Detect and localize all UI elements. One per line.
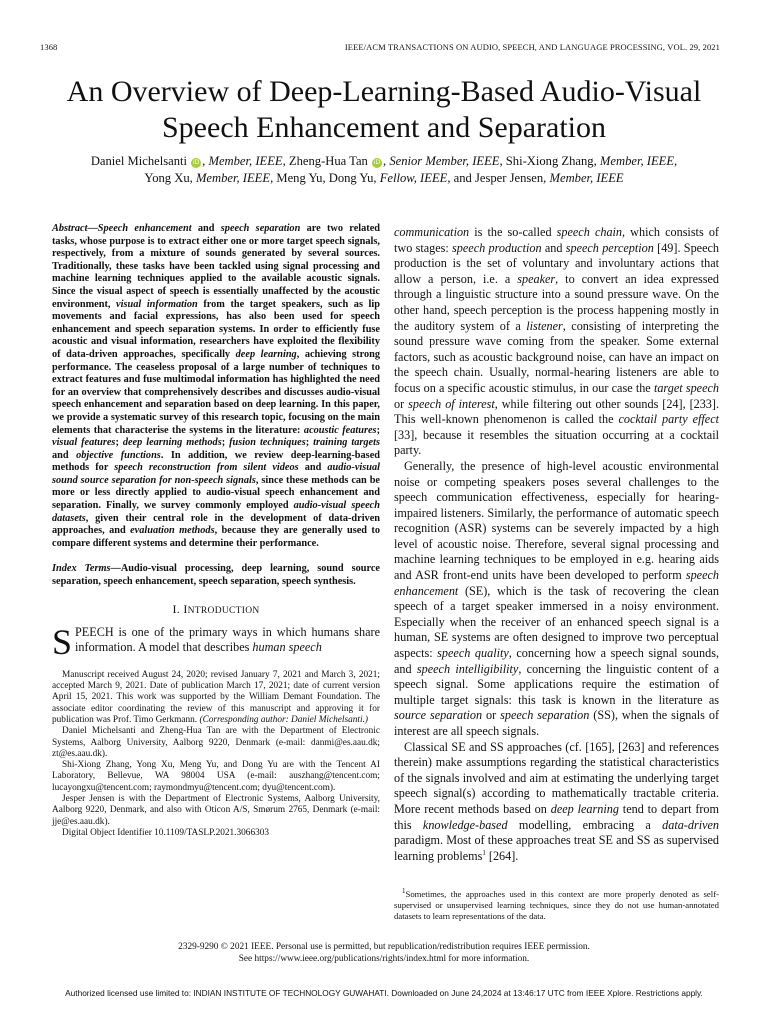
- author-list: Daniel Michelsanti iD , Member, IEEE, Zheng-Hua Tan iD , Senior Member, IEEE, Shi-Xiong Zhang, Member, IEEE, Yong Xu, Member, IEEE, Meng Yu, Dong Yu, Fellow, IEEE, and Jesper Jensen, Member, IEEE: [90, 154, 678, 185]
- abstract-term: deep learning methods: [122, 437, 222, 449]
- abstract-term: evaluation methods: [130, 525, 215, 537]
- abstract: [52, 223, 380, 550]
- emphasis: speech perception: [565, 240, 654, 255]
- abstract-text: ;: [115, 437, 123, 449]
- intro-paragraph: [52, 621, 380, 662]
- abstract-lead: Abstract: [52, 223, 88, 234]
- emphasis: speech separation: [500, 708, 590, 723]
- index-terms: [52, 563, 380, 588]
- abstract-term: acoustic features: [303, 424, 377, 436]
- body-text: , while filtering out other sounds [24], [233]. This well-known phenomenon is called the: [394, 396, 720, 427]
- drop-cap: S: [52, 621, 73, 662]
- abstract-term: speech separation: [220, 223, 301, 234]
- license-banner: Authorized licensed use limited to: INDIAN INSTITUTE OF TECHNOLOGY GUWAHATI. Downloaded on June 24,2024 at 13:46:17 UTC from IEEE Xplore. Restrictions apply.: [65, 988, 703, 998]
- author-name: and Jesper Jensen,: [453, 171, 547, 185]
- footnote-1: [394, 889, 719, 922]
- body-text: paradigm. Most of these approaches treat SE and SS as supervised learning problems: [394, 833, 719, 863]
- body-text: , concerning how a speech signal sounds, and: [394, 646, 719, 676]
- author-name: Meng Yu, Dong Yu,: [276, 171, 377, 185]
- author-role: Member, IEEE,: [195, 171, 274, 185]
- abstract-term: training targets: [313, 437, 380, 449]
- abstract-text: ;: [305, 437, 314, 449]
- rights-line: See https://www.ieee.org/publications/rights/index.html for more information.: [238, 953, 530, 964]
- body-text: or: [394, 396, 409, 411]
- abstract-text: , because they are generally used to compare different systems and determine their performance.: [52, 525, 380, 549]
- intro-emphasis: human speech: [252, 640, 322, 655]
- abstract-text: and: [52, 449, 77, 461]
- abstract-text: and: [298, 462, 328, 474]
- body-paragraph: [394, 459, 719, 740]
- copyright-notice: [40, 942, 728, 965]
- affiliation-note: Daniel Michelsanti and Zheng-Hua Tan are with the Department of Electronic Systems, Aalborg University, Aalborg 9220, Denmark (e-mail: danmi@es.aau.dk; zt@es.aau.dk).: [52, 726, 380, 759]
- abstract-text: from the target speakers, such as lip movements and facial expressions, has also been used for speech enhancement and speech separation systems. In order to efficiently fuse acoustic and visual information, researchers have exploited the flexibility of data-driven approaches, specifically: [52, 298, 380, 360]
- abstract-term: Speech enhancement: [97, 223, 192, 234]
- body-text: , concerning the linguistic content of a speech signal. Some applications require the estimation of multiple target signals: this task is known in the literature as: [394, 661, 719, 707]
- author-name: Zheng-Hua Tan: [288, 154, 368, 168]
- emphasis: speech quality: [437, 646, 509, 661]
- abstract-text: are two related tasks, whose purpose is to extract either one or more target speech signals, respectively, from a mixture of sounds generated by several sources. Traditionally, these tasks have been tackled using signal processing and machine learning techniques applied to the available acoustic signals. Since the visual aspect of speech is essentially unaffected by the acoustic environment,: [52, 223, 380, 310]
- abstract-text: ;: [376, 424, 380, 436]
- emphasis: speech of interest: [408, 396, 495, 411]
- title-line-2: Speech Enhancement and Separation: [162, 111, 606, 144]
- body-text: [49]. Speech production is the set of voluntary and involuntary actions that allow a person, i.e. a: [394, 240, 719, 286]
- body-text: is the so-called: [469, 225, 557, 239]
- affiliation-note: Shi-Xiong Zhang, Yong Xu, Meng Yu, and Dong Yu are with the Tencent AI Laboratory, Bellevue, WA 98004 USA (e-mail: auszhang@tencent.com; lucayongxu@tencent.com; raymondmyu@tencent.com; dyu@tencent.com).: [52, 760, 380, 793]
- doi-note: Digital Object Identifier 10.1109/TASLP.2021.3066303: [62, 827, 270, 838]
- body-text: [33], because it resembles the situation occurring at a cocktail party.: [394, 427, 719, 458]
- emphasis: knowledge-based: [422, 817, 508, 832]
- emphasis: speech chain: [556, 225, 623, 239]
- orcid-icon[interactable]: iD: [193, 159, 200, 166]
- author-name: Daniel Michelsanti: [90, 154, 187, 168]
- emphasis: speech production: [452, 240, 542, 255]
- manuscript-note: [52, 670, 380, 726]
- abstract-text: , achieving strong performance. The ceaseless proposal of a large number of techniques to extract features and fuse multimodal information has highlighted the need for an overview that comprehensively describes and discusses audio-visual speech enhancement and separation based on deep learning. In this paper, we provide a systematic survey of this research topic, focusing on the main elements that characterise the systems in the literature:: [52, 348, 380, 436]
- journal-header: IEEE/ACM TRANSACTIONS ON AUDIO, SPEECH, AND LANGUAGE PROCESSING, VOL. 29, 2021: [344, 42, 720, 52]
- section-title-cap: I: [183, 601, 188, 616]
- corresponding-author: (Corresponding author: Daniel Michelsanti.): [199, 715, 369, 725]
- body-paragraph: [394, 225, 719, 459]
- manuscript-note-text: Manuscript received August 24, 2020; revised January 7, 2021 and March 3, 2021; accepted March 9, 2021. Date of publication March 17, 2021; date of current version April 15, 2021. This work was supported by the William Demant Foundation. The associate editor coordinating the review of this manuscript and approving it for publication was Prof. Timo Gerkmann.: [52, 669, 380, 725]
- intro-text: is one of the primary ways in which humans share information. A model that describes: [75, 624, 380, 655]
- emphasis: communication: [394, 225, 470, 239]
- abstract-text: . In addition, we review deep-learning-based methods for: [52, 449, 380, 474]
- body-text: modelling, embracing a: [507, 817, 663, 832]
- abstract-term: speech reconstruction from silent videos: [114, 462, 299, 474]
- author-name: Yong Xu,: [144, 171, 193, 185]
- emphasis: speech intelligibility: [416, 661, 519, 676]
- section-title: NTRODUCTION: [187, 605, 260, 616]
- emphasis: speaker: [517, 271, 556, 286]
- title-line-1: An Overview of Deep-Learning-Based Audio-Visual: [66, 75, 702, 108]
- footnote-ref: 1: [482, 848, 486, 857]
- abstract-term: visual information: [116, 298, 198, 310]
- emphasis: cocktail party effect: [618, 412, 720, 427]
- body-text: , which consists of two stages:: [394, 225, 719, 255]
- abstract-term: visual features: [52, 437, 116, 449]
- page-number: 1368: [40, 42, 58, 52]
- section-heading: [52, 602, 380, 617]
- author-role: Senior Member, IEEE: [389, 154, 500, 168]
- author-role: Member, IEEE: [208, 154, 283, 168]
- body-text: , to convert an idea expressed through a linguistic structure into a sound pressure wave. On the other hand, speech perception is the process happening mostly in the auditory system of a: [394, 271, 719, 333]
- affiliation-note: Jesper Jensen is with the Department of Electronic Systems, Aalborg University, Aalborg 9220, Denmark, and also with Oticon A/S, Smørum 2765, Denmark (e-mail: jje@es.aau.dk).: [52, 794, 380, 827]
- abstract-term: audio-visual sound source separation for non-speech signals: [52, 462, 381, 486]
- emphasis: listener: [526, 318, 563, 333]
- author-role: Member, IEEE,: [599, 154, 678, 168]
- paper-title: [40, 74, 728, 146]
- emphasis: source separation: [394, 708, 483, 723]
- emphasis: speech enhancement: [394, 568, 719, 598]
- abstract-text: ;: [221, 437, 230, 449]
- body-text: (SS), when the signals of interest are all speech signals.: [394, 708, 720, 738]
- abstract-term: objective functions: [76, 449, 161, 461]
- author-role: Fellow, IEEE,: [379, 171, 451, 185]
- index-terms-text: —Audio-visual processing, deep learning, sound source separation, speech enhancement, speech separation, speech synthesis.: [52, 563, 380, 588]
- emphasis: data-driven: [662, 817, 719, 832]
- emphasis: deep learning: [550, 801, 619, 816]
- abstract-text: and: [191, 223, 221, 234]
- index-terms-lead: Index Terms: [52, 563, 111, 575]
- first-page-footnotes: [52, 670, 380, 839]
- body-paragraph: [394, 740, 719, 865]
- left-column: [52, 223, 380, 839]
- body-text: and: [541, 240, 566, 255]
- section-number: I.: [172, 601, 184, 616]
- author-role: Member, IEEE: [549, 171, 624, 185]
- body-text: tend to depart from this: [394, 801, 720, 832]
- abstract-term: audio-visual speech datasets: [52, 500, 380, 524]
- body-text: (SE), which is the task of recovering the clean speech of a target speaker immersed in a noisy environment. Especially when the receiver of an enhanced speech signal is a human, SE systems are often designed to improve two perceptual aspects:: [394, 583, 719, 661]
- body-text: [264].: [485, 848, 519, 863]
- orcid-icon[interactable]: iD: [373, 159, 381, 166]
- abstract-text: , given their central role in the development of data-driven approaches, and: [52, 512, 380, 537]
- copyright-line: 2329-9290 © 2021 IEEE. Personal use is permitted, but republication/redistribution requires IEEE permission.: [178, 942, 590, 952]
- body-text: Generally, the presence of high-level acoustic environmental noise or competing speakers poses several challenges to the speech communication effectiveness, especially for hearing-impaired listeners. Similarly, the performance of automatic speech recognition (ASR) systems can be severely impacted by a high level of acoustic noise. Therefore, several signal processing and machine learning techniques to be employed in e.g. hearing aids and ASR front-end units have been developed to perform: [394, 458, 719, 583]
- footnote-text: Sometimes, the approaches used in this context are more properly denoted as self-supervised or unsupervised learning techniques, since they do not use human-annotated datasets to learn representations of the data.: [394, 889, 719, 921]
- intro-first-word: PEECH: [75, 624, 114, 639]
- footnote-mark: 1: [402, 887, 406, 896]
- abstract-text: —: [87, 223, 98, 234]
- body-text: or: [482, 708, 501, 723]
- author-name: Shi-Xiong Zhang,: [505, 154, 597, 168]
- right-column: [394, 225, 719, 864]
- abstract-term: fusion techniques: [229, 437, 306, 449]
- body-text: , consisting of interpreting the sound pressure wave coming from the speaker. Some external factors, such as acoustic background noise, can have an impact on the speech chain. Usually, normal-hearing listeners are able to focus on a specific acoustic stimulus, in our case the: [394, 318, 720, 395]
- abstract-text: , since these methods can be more or less directly applied to audio-visual speech enhancement and separation. Finally, we survey commonly employed: [52, 474, 380, 512]
- body-text: Classical SE and SS approaches (cf. [165], [263] and references therein) make assumptions regarding the statistical characteristics of the signals involved and aim at estimating the underlying target speech signal(s) according to mathematically tractable criteria. More recent methods based on: [394, 739, 719, 816]
- emphasis: target speech: [653, 380, 719, 395]
- abstract-term: deep learning: [235, 348, 297, 360]
